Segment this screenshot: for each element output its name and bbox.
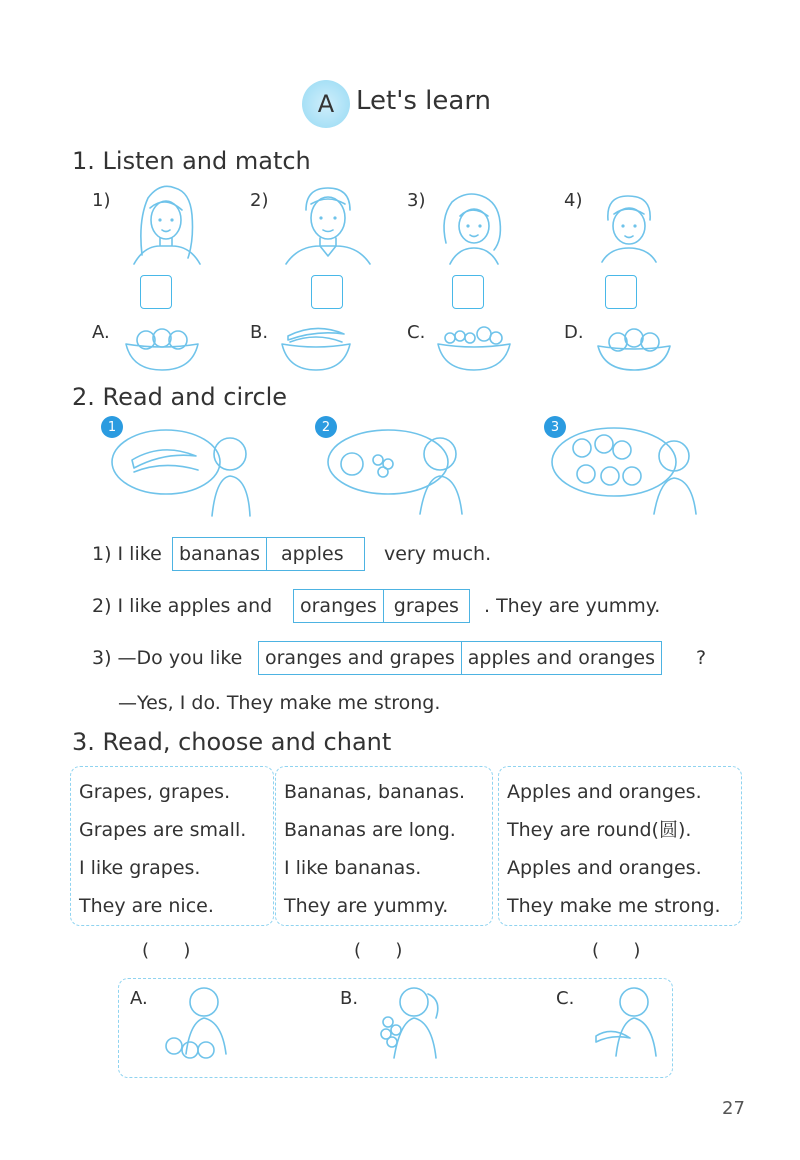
page-title: Let's learn bbox=[356, 86, 492, 116]
girl-holding-grapes-picture bbox=[372, 984, 448, 1068]
question3-option-oranges-grapes[interactable]: oranges and grapes bbox=[265, 647, 455, 669]
answer-box-4[interactable] bbox=[605, 275, 637, 309]
portrait-woman bbox=[120, 180, 220, 265]
option-label-a: A. bbox=[92, 322, 110, 343]
item-number-4: 4) bbox=[564, 190, 583, 211]
answer-blank-2[interactable]: ( ) bbox=[354, 940, 403, 961]
section-badge: A bbox=[302, 80, 350, 128]
option-label-b: B. bbox=[250, 322, 269, 343]
item-number-1: 1) bbox=[92, 190, 111, 211]
chant-box-bananas bbox=[275, 766, 493, 926]
chant-box-apples-oranges bbox=[498, 766, 742, 926]
picture-option-b: B. bbox=[340, 988, 359, 1009]
answer-box-1[interactable] bbox=[140, 275, 172, 309]
question3-answer: —Yes, I do. They make me strong. bbox=[118, 692, 441, 714]
chant-line: I like bananas. bbox=[284, 857, 422, 879]
option-label-d: D. bbox=[564, 322, 584, 343]
orange-bowl-picture bbox=[596, 322, 672, 372]
girl-thinking-apple-grapes-picture bbox=[328, 420, 478, 516]
boy-thinking-bananas-picture bbox=[112, 420, 262, 520]
chant-line: Bananas, bananas. bbox=[284, 781, 466, 803]
question1-suffix: very much. bbox=[384, 543, 492, 565]
item-number-3: 3) bbox=[407, 190, 426, 211]
chant-line: Bananas are long. bbox=[284, 819, 456, 841]
picture-number-3: 3 bbox=[544, 416, 566, 438]
picture-option-c: C. bbox=[556, 988, 575, 1009]
question1-option-apples[interactable]: apples bbox=[266, 538, 364, 570]
answer-box-3[interactable] bbox=[452, 275, 484, 309]
chant-line: Grapes are small. bbox=[79, 819, 247, 841]
item-number-2: 2) bbox=[250, 190, 269, 211]
answer-blank-1[interactable]: ( ) bbox=[142, 940, 191, 961]
question1-option-bananas[interactable]: bananas bbox=[179, 543, 260, 565]
page-number: 27 bbox=[722, 1098, 745, 1119]
question1-prefix: 1) I like bbox=[92, 543, 162, 565]
question3-suffix: ? bbox=[696, 647, 707, 669]
picture-number-1: 1 bbox=[101, 416, 123, 438]
chant-line: Apples and oranges. bbox=[507, 781, 702, 803]
banana-bowl-picture bbox=[280, 320, 352, 372]
boy-thinking-apples-oranges-picture bbox=[552, 420, 702, 516]
section2-title: 2. Read and circle bbox=[72, 383, 288, 411]
question2-option-oranges[interactable]: oranges bbox=[300, 595, 377, 617]
apple-bowl-picture bbox=[124, 318, 200, 372]
question2-prefix: 2) I like apples and bbox=[92, 595, 273, 617]
chant-line: They are round(圆). bbox=[507, 819, 692, 841]
boy-holding-oranges-picture bbox=[160, 984, 236, 1068]
answer-blank-3[interactable]: ( ) bbox=[592, 940, 641, 961]
chant-line: They make me strong. bbox=[507, 895, 721, 917]
section1-title: 1. Listen and match bbox=[72, 147, 311, 175]
chant-box-grapes bbox=[70, 766, 274, 926]
boy-holding-bananas-picture bbox=[590, 984, 666, 1068]
chant-line: They are yummy. bbox=[284, 895, 449, 917]
picture-option-a: A. bbox=[130, 988, 148, 1009]
portrait-man bbox=[278, 180, 378, 265]
chant-line: I like grapes. bbox=[79, 857, 201, 879]
chant-line: Apples and oranges. bbox=[507, 857, 702, 879]
question2-option-grapes[interactable]: grapes bbox=[383, 590, 469, 622]
picture-number-2: 2 bbox=[315, 416, 337, 438]
chant-line: Grapes, grapes. bbox=[79, 781, 231, 803]
answer-box-2[interactable] bbox=[311, 275, 343, 309]
portrait-girl bbox=[436, 188, 516, 266]
question3-choice-box bbox=[258, 641, 662, 675]
question3-option-apples-oranges[interactable]: apples and oranges bbox=[461, 642, 661, 674]
option-label-c: C. bbox=[407, 322, 426, 343]
question2-choice-box bbox=[293, 589, 470, 623]
section3-title: 3. Read, choose and chant bbox=[72, 728, 392, 756]
question3-prefix: 3) —Do you like bbox=[92, 647, 243, 669]
portrait-boy bbox=[594, 190, 664, 265]
chant-line: They are nice. bbox=[79, 895, 214, 917]
question1-choice-box bbox=[172, 537, 365, 571]
grape-bowl-picture bbox=[436, 318, 512, 372]
question2-suffix: . They are yummy. bbox=[484, 595, 661, 617]
